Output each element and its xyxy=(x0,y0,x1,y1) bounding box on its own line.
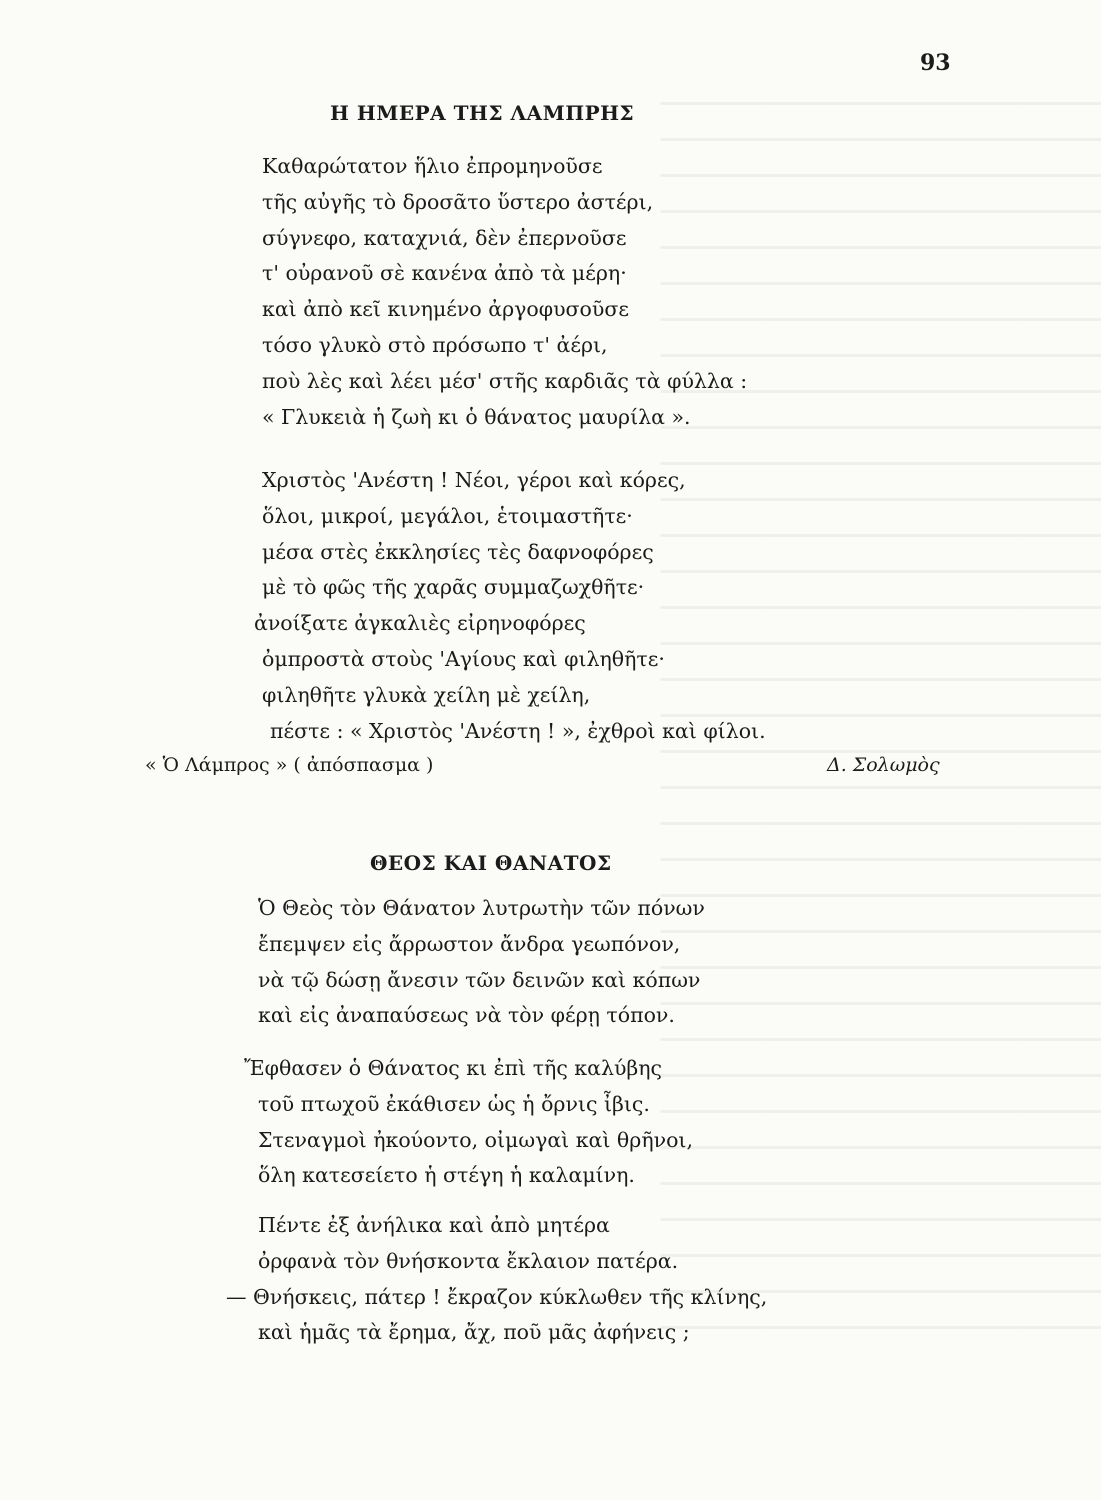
poem-line: μὲ τὸ φῶς τῆς χαρᾶς συμμαζωχθῆτε· xyxy=(262,575,645,600)
poem-line: ὅλη κατεσείετο ἡ στέγη ἡ καλαμίνη. xyxy=(258,1163,635,1188)
poem-line: τόσο γλυκὸ στὸ πρόσωπο τ' ἀέρι, xyxy=(262,332,608,357)
poem-line: Ἔφθασεν ὁ Θάνατος κι ἐπὶ τῆς καλύβης xyxy=(244,1056,663,1080)
poem-line: ἔπεμψεν εἰς ἄρρωστον ἄνδρα γεωπόνον, xyxy=(258,931,681,956)
poem-line: μέσα στὲς ἐκκλησίες τὲς δαφνοφόρες xyxy=(262,539,654,564)
poem-stanza xyxy=(244,1051,693,1194)
poem-line: Χριστὸς 'Ανέστη ! Νέοι, γέροι καὶ κόρες, xyxy=(262,468,686,492)
poem-line: καὶ ἀπὸ κεῖ κινημένο ἀργοφυσοῦσε xyxy=(262,297,629,322)
poem-line: ὅλοι, μικροί, μεγάλοι, ἑτοιμαστῆτε· xyxy=(262,503,633,528)
poem-line: ποὺ λὲς καὶ λέει μέσ' στῆς καρδιᾶς τὰ φύλλα : xyxy=(262,368,748,393)
poem-line: ὀμπροστὰ στοὺς 'Αγίους καὶ φιληθῆτε· xyxy=(262,646,665,671)
poem-line: σύγνεφο, καταχνιά, δὲν ἐπερνοῦσε xyxy=(262,225,627,250)
poem-line: τ' οὐρανοῦ σὲ κανένα ἀπὸ τὰ μέρη· xyxy=(262,261,627,286)
poem-line: Ὁ Θεὸς τὸν Θάνατον λυτρωτὴν τῶν πόνων xyxy=(258,896,705,920)
poem-line: Πέντε ἐξ ἀνήλικα καὶ ἀπὸ μητέρα xyxy=(258,1213,610,1237)
poem-line: ἀνοίξατε ἀγκαλιὲς εἰρηνοφόρες xyxy=(254,611,586,636)
poem-line: Καθαρώτατον ἥλιο ἐπρομηνοῦσε xyxy=(262,154,603,178)
poem-title: Η ΗΜΕΡΑ ΤΗΣ ΛΑΜΠΡΗΣ xyxy=(330,101,635,125)
poem-line: καὶ εἰς ἀναπαύσεως νὰ τὸν φέρῃ τόπον. xyxy=(258,1003,675,1028)
poem-line: τῆς αὐγῆς τὸ δροσᾶτο ὕστερο ἀστέρι, xyxy=(262,189,654,214)
poem-line: ὀρφανὰ τὸν θνήσκοντα ἔκλαιον πατέρα. xyxy=(258,1248,679,1273)
poem-line: πέστε : « Χριστὸς 'Ανέστη ! », ἐχθροὶ καὶ φίλοι. xyxy=(270,718,766,743)
poem-line: — Θνήσκεις, πάτερ ! ἔκραζον κύκλωθεν τῆς κλίνης, xyxy=(226,1284,768,1309)
attribution-author: Δ. Σολωμὸς xyxy=(827,754,940,776)
poem-line: φιληθῆτε γλυκὰ χείλη μὲ χείλη, xyxy=(262,682,591,707)
attribution-work: « Ὁ Λάμπρος » ( ἀπόσπασμα ) xyxy=(145,754,434,776)
page-number: 93 xyxy=(920,50,951,76)
poem-stanza xyxy=(258,891,705,1034)
poem-stanza xyxy=(226,1208,768,1351)
poem-line: Στεναγμοὶ ἠκούοντο, οἰμωγαὶ καὶ θρῆνοι, xyxy=(258,1127,693,1152)
poem-stanza xyxy=(262,149,747,435)
poem-line: τοῦ πτωχοῦ ἐκάθισεν ὡς ἡ ὄρνις ἶβις. xyxy=(258,1091,650,1116)
poem-stanza xyxy=(254,463,766,749)
poem-title: ΘΕΟΣ ΚΑΙ ΘΑΝΑΤΟΣ xyxy=(370,851,612,875)
poem-line: « Γλυκειὰ ἡ ζωὴ κι ὁ θάνατος μαυρίλα ». xyxy=(262,404,691,429)
poem-line: νὰ τῷ δώσῃ ἄνεσιν τῶν δεινῶν καὶ κόπων xyxy=(258,967,701,992)
poem-line: καὶ ἡμᾶς τὰ ἔρημα, ἄχ, ποῦ μᾶς ἀφήνεις ; xyxy=(258,1320,690,1345)
